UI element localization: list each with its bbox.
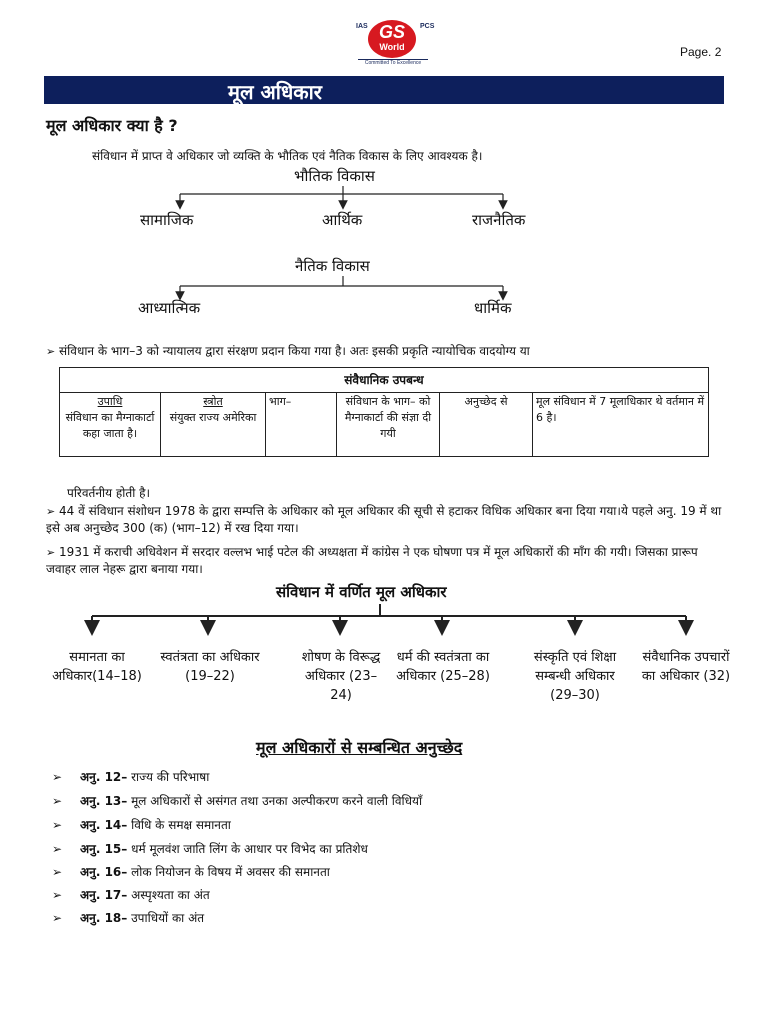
rights-heading: संविधान में वर्णित मूल अधिकार bbox=[276, 583, 447, 601]
arrow-bullet-icon: ➢ bbox=[52, 794, 63, 808]
logo-world: World bbox=[379, 42, 405, 52]
article-number: अनु. 16– bbox=[80, 865, 128, 879]
article-text: धर्म मूलवंश जाति लिंग के आधार पर विभेद का प्रतिशेध bbox=[131, 842, 368, 856]
article-number: अनु. 12– bbox=[80, 770, 128, 784]
section-heading: मूल अधिकार क्या है ? bbox=[46, 116, 178, 135]
article-text: राज्य की परिभाषा bbox=[131, 770, 210, 784]
bullet-text: 44 वें संविधान संशोधन 1978 के द्वारा सम्पत्ति के अधिकार को मूल अधिकार की सूची से हटाकर विधिक अधिकार बना दिया गया।ये पहले अनु. 19 में था इसे अब अनुच्छेद 300 (क) (भाग–12) में रख दिया गया। bbox=[46, 504, 722, 535]
article-text: विधि के समक्ष समानता bbox=[131, 818, 231, 832]
article-text: मूल अधिकारों से असंगत तथा उनका अल्पीकरण करने वाली विधियाँ bbox=[131, 794, 423, 808]
arrow-bullet-icon: ➢ bbox=[52, 888, 63, 902]
article-text: उपाधियों का अंत bbox=[131, 911, 205, 925]
arrow-bullet-icon: ➢ bbox=[52, 770, 63, 784]
article-item bbox=[52, 768, 209, 785]
page-title: मूल अधिकार bbox=[228, 80, 322, 104]
article-item bbox=[52, 840, 368, 857]
article-item bbox=[52, 863, 330, 880]
article-number: अनु. 17– bbox=[80, 888, 128, 902]
right-freedom-of-religion: धर्म की स्वतंत्रता का अधिकार (25–28) bbox=[396, 650, 490, 684]
articles-heading: मूल अधिकारों से सम्बन्धित अनुच्छेद bbox=[256, 738, 463, 757]
definition-text: संविधान में प्राप्त वे अधिकार जो व्यक्ति के भौतिक एवं नैतिक विकास के लिए आवश्यक है। bbox=[92, 149, 483, 163]
logo-pcs-text: PCS bbox=[420, 23, 435, 30]
logo-tagline: Committed To Excellence bbox=[358, 59, 428, 66]
arrow-bullet-icon: ➢ bbox=[52, 865, 63, 879]
tree-node-social: सामाजिक bbox=[140, 211, 194, 229]
article-item bbox=[52, 816, 231, 833]
table-header: संवैधानिक उपबन्ध bbox=[60, 368, 709, 393]
table-cell-original-rights: मूल संविधान में 7 मूलाधिकार थे वर्तमान में 6 है। bbox=[533, 393, 709, 457]
arrow-bullet-icon: ➢ bbox=[46, 546, 56, 559]
tree-node-political: राजनैतिक bbox=[472, 211, 526, 229]
logo-ias-text: IAS bbox=[356, 23, 368, 30]
tree-node-spiritual: आध्यात्मिक bbox=[138, 299, 201, 317]
title-bar bbox=[44, 76, 724, 104]
bullet-part3-protection bbox=[46, 343, 726, 360]
continuation-text: परिवर्तनीय होती है। bbox=[67, 486, 151, 500]
article-number: अनु. 15– bbox=[80, 842, 128, 856]
right-against-exploitation: शोषण के विरूद्ध अधिकार (23–24) bbox=[301, 650, 381, 703]
table-cell-title bbox=[60, 393, 161, 457]
gs-world-logo bbox=[356, 20, 435, 66]
article-item bbox=[52, 886, 210, 903]
cell-value: संयुक्त राज्य अमेरिका bbox=[169, 411, 257, 424]
article-number: अनु. 13– bbox=[80, 794, 128, 808]
bullet-text: संविधान के भाग–3 को न्यायालय द्वारा संरक्षण प्रदान किया गया है। अतः इसकी प्रकृति न्यायोचिक वादयोग्य या bbox=[59, 344, 530, 358]
arrow-bullet-icon: ➢ bbox=[52, 842, 63, 856]
right-constitutional-remedies: संवैधानिक उपचारों का अधिकार (32) bbox=[641, 650, 731, 684]
article-item bbox=[52, 792, 422, 809]
article-text: लोक नियोजन के विषय में अवसर की समानता bbox=[131, 865, 330, 879]
right-equality: समानता का अधिकार(14–18) bbox=[52, 650, 142, 684]
table-cell-article: अनुच्छेद से bbox=[440, 393, 533, 457]
table-cell-part: भाग– bbox=[266, 393, 337, 457]
arrow-bullet-icon: ➢ bbox=[52, 818, 63, 832]
bullet-karachi-session bbox=[46, 544, 726, 578]
bullet-text: 1931 में कराची अधिवेशन में सरदार वल्लभ भाई पटेल की अध्यक्षता में कांग्रेस ने एक घोषणा पत्र में मूल अधिकारों की माँग की गयी। जिसका प्रारूप जवाहर लाल नेहरू द्वारा बनाया गया। bbox=[46, 545, 698, 576]
constitutional-provision-table bbox=[59, 367, 709, 457]
tree-node-economic: आर्थिक bbox=[322, 211, 363, 229]
logo-brand: GS bbox=[378, 22, 405, 42]
article-number: अनु. 18– bbox=[80, 911, 128, 925]
page-number: Page. 2 bbox=[680, 45, 722, 59]
cell-label: उपाधि bbox=[97, 395, 123, 408]
arrow-bullet-icon: ➢ bbox=[46, 505, 56, 518]
article-text: अस्पृश्यता का अंत bbox=[131, 888, 210, 902]
article-number: अनु. 14– bbox=[80, 818, 128, 832]
table-cell-source bbox=[161, 393, 266, 457]
article-item bbox=[52, 909, 204, 926]
bullet-44th-amendment bbox=[46, 503, 726, 537]
arrow-bullet-icon: ➢ bbox=[46, 345, 56, 358]
cell-value: संविधान का मैग्नाकार्टा कहा जाता है। bbox=[65, 411, 155, 440]
right-freedom: स्वतंत्रता का अधिकार (19–22) bbox=[160, 650, 260, 684]
right-cultural-educational: संस्कृति एवं शिक्षा सम्बन्धी अधिकार (29–30) bbox=[533, 650, 617, 703]
table-cell-magna-carta: संविधान के भाग– को मैग्नाकार्टा की संज्ञा दी गयी bbox=[337, 393, 440, 457]
cell-label: स्त्रोत bbox=[203, 395, 223, 408]
arrow-bullet-icon: ➢ bbox=[52, 911, 63, 925]
moral-development-root: नैतिक विकास bbox=[295, 257, 370, 275]
physical-development-root: भौतिक विकास bbox=[294, 167, 375, 185]
tree-node-religious: धार्मिक bbox=[474, 299, 512, 317]
